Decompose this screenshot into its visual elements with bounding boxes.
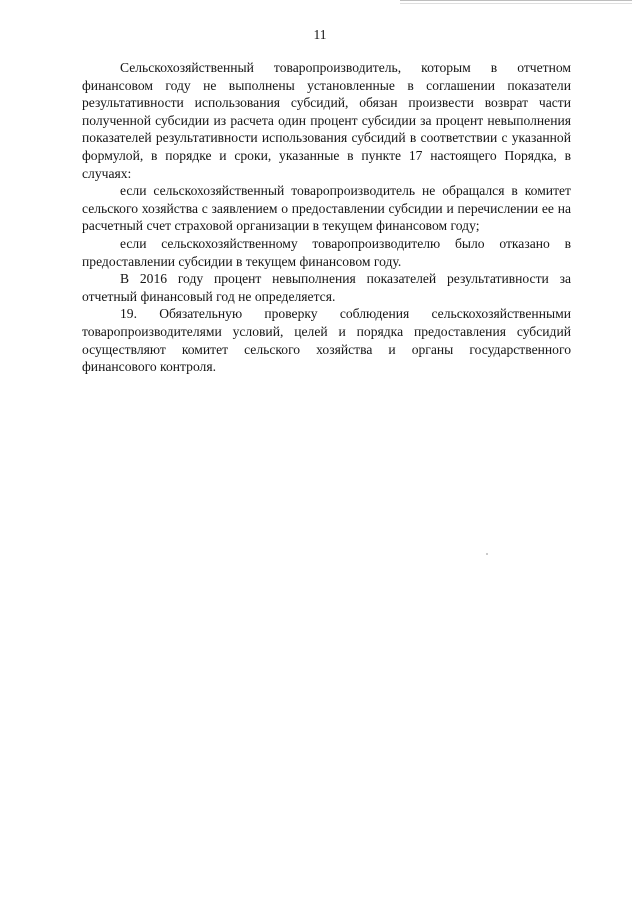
paragraph-subsidy-refund: Сельскохозяйственный товаропроизводитель, которым в отчетном финансовом году не выполнены установленные в соглашении показатели результативности использования субсидий, обязан произвести возврат части полученной субсидии из расчета один процент субсидии за процент невыполнения показателей результативности использования субсидий в соответствии с указанной формулой, в порядке и сроки, указанные в пункте 17 настоящего Порядка, в случаях:: [82, 60, 571, 181]
document-body: [82, 59, 571, 376]
page-number: 11: [313, 27, 327, 42]
paragraph-19-compliance-check: 19. Обязательную проверку соблюдения сельскохозяйственными товаропроизводителями условий, целей и порядка предоставления субсидий осуществляют комитет сельского хозяйства и органы государственного финансового контроля.: [82, 306, 571, 375]
scan-speck: [486, 553, 488, 555]
scan-edge-line: [400, 0, 632, 4]
paragraph-case-no-application: если сельскохозяйственный товаропроизводитель не обращался в комитет сельского хозяйства с заявлением о предоставлении субсидии и перечислении ее на расчетный счет страховой организации в текущем финансовом году;: [82, 183, 571, 234]
paragraph-2016-note: В 2016 году процент невыполнения показателей результативности за отчетный финансовый год не определяется.: [82, 271, 571, 304]
paragraph-case-refused: если сельскохозяйственному товаропроизводителю было отказано в предоставлении субсидии в текущем финансовом году.: [82, 235, 571, 269]
